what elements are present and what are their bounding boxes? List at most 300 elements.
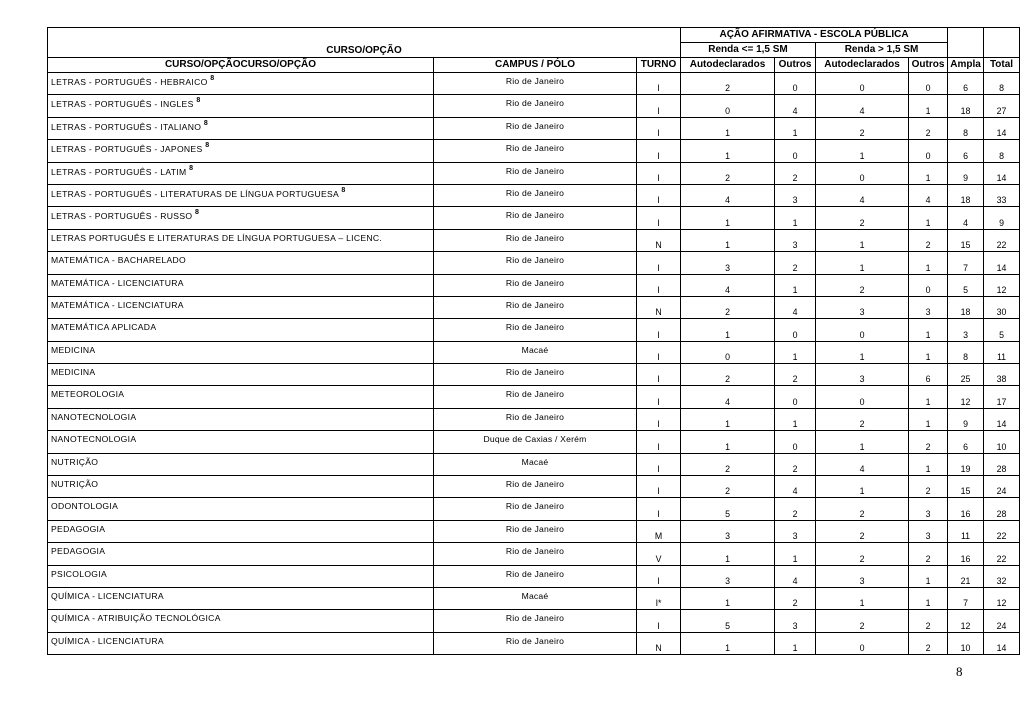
outros-1-cell: 2 — [775, 252, 816, 274]
ampla-cell: 7 — [948, 252, 984, 274]
campus-cell: Rio de Janeiro — [434, 498, 637, 520]
autodeclarados-2-cell: 1 — [816, 229, 909, 251]
table-row — [48, 610, 1020, 632]
autodeclarados-2-cell: 4 — [816, 184, 909, 206]
outros-1-cell: 2 — [775, 587, 816, 609]
total-cell: 11 — [984, 341, 1020, 363]
outros-2-cell: 0 — [909, 73, 948, 95]
col-autodeclarados-2-header: Autodeclarados — [816, 58, 909, 73]
outros-1-cell: 2 — [775, 453, 816, 475]
outros-1-cell: 0 — [775, 431, 816, 453]
autodeclarados-2-cell: 0 — [816, 632, 909, 654]
total-cell: 30 — [984, 296, 1020, 318]
curso-cell — [48, 252, 434, 274]
autodeclarados-1-cell: 2 — [681, 476, 775, 498]
autodeclarados-2-cell: 1 — [816, 252, 909, 274]
outros-2-cell: 2 — [909, 632, 948, 654]
turno-cell: I — [637, 498, 681, 520]
outros-2-cell: 3 — [909, 520, 948, 542]
curso-name: QUÍMICA - LICENCIATURA — [51, 590, 164, 601]
outros-1-cell: 1 — [775, 408, 816, 430]
turno-cell: V — [637, 543, 681, 565]
curso-name: MATEMÁTICA APLICADA — [51, 322, 157, 333]
autodeclarados-1-cell: 3 — [681, 252, 775, 274]
curso-cell — [48, 498, 434, 520]
autodeclarados-1-cell: 1 — [681, 632, 775, 654]
autodeclarados-1-cell: 0 — [681, 95, 775, 117]
campus-cell: Rio de Janeiro — [434, 364, 637, 386]
acao-afirmativa-header: AÇÃO AFIRMATIVA - ESCOLA PÚBLICA — [681, 28, 948, 43]
outros-1-cell: 2 — [775, 162, 816, 184]
autodeclarados-1-cell: 1 — [681, 543, 775, 565]
table-row — [48, 543, 1020, 565]
autodeclarados-1-cell: 2 — [681, 162, 775, 184]
campus-cell: Rio de Janeiro — [434, 386, 637, 408]
campus-cell: Macaé — [434, 341, 637, 363]
outros-1-cell: 1 — [775, 341, 816, 363]
curso-cell — [48, 453, 434, 475]
total-cell: 22 — [984, 543, 1020, 565]
outros-2-cell: 1 — [909, 341, 948, 363]
outros-2-cell: 1 — [909, 207, 948, 229]
autodeclarados-2-cell: 2 — [816, 610, 909, 632]
total-cell: 27 — [984, 95, 1020, 117]
curso-name: LETRAS - PORTUGUÊS - LATIM — [51, 166, 187, 177]
curso-cell — [48, 386, 434, 408]
col-turno-header: TURNO — [637, 58, 681, 73]
outros-2-cell: 1 — [909, 565, 948, 587]
ampla-cell: 5 — [948, 274, 984, 296]
outros-2-cell: 4 — [909, 184, 948, 206]
curso-name: PEDAGOGIA — [51, 523, 106, 534]
turno-cell: I — [637, 565, 681, 587]
table-row — [48, 632, 1020, 654]
campus-cell: Rio de Janeiro — [434, 140, 637, 162]
outros-1-cell: 0 — [775, 73, 816, 95]
total-cell: 14 — [984, 632, 1020, 654]
curso-cell — [48, 408, 434, 430]
curso-cell — [48, 229, 434, 251]
campus-cell: Rio de Janeiro — [434, 117, 637, 139]
autodeclarados-1-cell: 4 — [681, 184, 775, 206]
curso-cell — [48, 565, 434, 587]
campus-cell: Rio de Janeiro — [434, 274, 637, 296]
campus-cell: Rio de Janeiro — [434, 296, 637, 318]
turno-cell: I — [637, 95, 681, 117]
turno-cell: M — [637, 520, 681, 542]
ampla-cell: 18 — [948, 95, 984, 117]
campus-cell: Rio de Janeiro — [434, 95, 637, 117]
campus-cell: Rio de Janeiro — [434, 543, 637, 565]
autodeclarados-2-cell: 3 — [816, 296, 909, 318]
total-cell: 8 — [984, 73, 1020, 95]
curso-cell — [48, 543, 434, 565]
autodeclarados-2-cell: 4 — [816, 95, 909, 117]
table-row — [48, 207, 1020, 229]
ampla-cell: 9 — [948, 408, 984, 430]
campus-cell: Rio de Janeiro — [434, 252, 637, 274]
autodeclarados-2-cell: 4 — [816, 453, 909, 475]
outros-2-cell: 2 — [909, 476, 948, 498]
col-autodeclarados-1-header: Autodeclarados — [681, 58, 775, 73]
table-row — [48, 117, 1020, 139]
ampla-cell: 19 — [948, 453, 984, 475]
curso-name: MATEMÁTICA - BACHARELADO — [51, 255, 187, 266]
table-row — [48, 95, 1020, 117]
turno-cell: I — [637, 140, 681, 162]
table-row — [48, 520, 1020, 542]
turno-cell: I — [637, 184, 681, 206]
curso-name: QUÍMICA - LICENCIATURA — [51, 635, 164, 646]
curso-cell — [48, 587, 434, 609]
autodeclarados-1-cell: 1 — [681, 140, 775, 162]
curso-name: MATEMÁTICA - LICENCIATURA — [51, 277, 184, 288]
total-cell: 14 — [984, 252, 1020, 274]
campus-cell: Rio de Janeiro — [434, 319, 637, 341]
outros-1-cell: 2 — [775, 364, 816, 386]
footnote-marker: 8 — [189, 164, 194, 172]
campus-cell: Rio de Janeiro — [434, 565, 637, 587]
outros-1-cell: 0 — [775, 319, 816, 341]
curso-cell — [48, 140, 434, 162]
ampla-cell: 8 — [948, 341, 984, 363]
curso-cell — [48, 274, 434, 296]
table-row — [48, 587, 1020, 609]
turno-cell: I — [637, 162, 681, 184]
total-cell: 22 — [984, 520, 1020, 542]
curso-name: PEDAGOGIA — [51, 546, 106, 557]
outros-1-cell: 3 — [775, 610, 816, 632]
campus-cell: Macaé — [434, 453, 637, 475]
total-cell: 38 — [984, 364, 1020, 386]
turno-cell: I — [637, 274, 681, 296]
total-cell: 14 — [984, 408, 1020, 430]
table-header — [48, 28, 1020, 73]
campus-cell: Macaé — [434, 587, 637, 609]
outros-2-cell: 3 — [909, 498, 948, 520]
outros-2-cell: 2 — [909, 117, 948, 139]
curso-name: LETRAS PORTUGUÊS E LITERATURAS DE LÍNGUA PORTUGUESA – LICENC. — [51, 232, 383, 243]
autodeclarados-2-cell: 1 — [816, 476, 909, 498]
table-row — [48, 476, 1020, 498]
turno-cell: I — [637, 319, 681, 341]
curso-cell — [48, 476, 434, 498]
table-row — [48, 431, 1020, 453]
outros-2-cell: 2 — [909, 431, 948, 453]
autodeclarados-1-cell: 0 — [681, 341, 775, 363]
turno-cell: I — [637, 453, 681, 475]
footnote-marker: 8 — [203, 119, 209, 127]
curso-cell — [48, 296, 434, 318]
campus-cell: Rio de Janeiro — [434, 184, 637, 206]
turno-cell: I — [637, 341, 681, 363]
outros-2-cell: 6 — [909, 364, 948, 386]
ampla-cell: 15 — [948, 229, 984, 251]
autodeclarados-2-cell: 1 — [816, 587, 909, 609]
autodeclarados-1-cell: 2 — [681, 453, 775, 475]
turno-cell: N — [637, 632, 681, 654]
curso-name: LETRAS - PORTUGUÊS - HEBRAICO — [51, 76, 208, 87]
autodeclarados-2-cell: 2 — [816, 543, 909, 565]
campus-cell: Rio de Janeiro — [434, 520, 637, 542]
ampla-cell: 25 — [948, 364, 984, 386]
footnote-marker: 8 — [196, 97, 201, 105]
table-row — [48, 408, 1020, 430]
turno-cell: I — [637, 364, 681, 386]
col-total-header: Total — [984, 58, 1020, 73]
table-row — [48, 274, 1020, 296]
curso-cell — [48, 162, 434, 184]
autodeclarados-1-cell: 4 — [681, 386, 775, 408]
outros-2-cell: 0 — [909, 140, 948, 162]
curso-name: ODONTOLOGIA — [51, 501, 119, 512]
ampla-cell: 16 — [948, 543, 984, 565]
footnote-marker: 8 — [341, 186, 346, 194]
turno-cell: I — [637, 73, 681, 95]
table-row — [48, 364, 1020, 386]
campus-cell: Rio de Janeiro — [434, 632, 637, 654]
curso-name: PSICOLOGIA — [51, 568, 108, 579]
turno-cell: N — [637, 296, 681, 318]
total-cell: 12 — [984, 274, 1020, 296]
campus-cell: Rio de Janeiro — [434, 476, 637, 498]
vacancies-table — [47, 27, 1020, 655]
campus-cell: Rio de Janeiro — [434, 408, 637, 430]
col-outros-1-header: Outros — [775, 58, 816, 73]
total-spacer — [984, 28, 1020, 58]
total-cell: 22 — [984, 229, 1020, 251]
autodeclarados-2-cell: 2 — [816, 274, 909, 296]
total-cell: 28 — [984, 498, 1020, 520]
autodeclarados-2-cell: 3 — [816, 565, 909, 587]
table-row — [48, 252, 1020, 274]
table-row — [48, 386, 1020, 408]
ampla-spacer — [948, 28, 984, 58]
outros-1-cell: 0 — [775, 140, 816, 162]
curso-cell — [48, 341, 434, 363]
curso-name: NANOTECNOLOGIA — [51, 434, 137, 445]
table-row — [48, 565, 1020, 587]
turno-cell: I — [637, 431, 681, 453]
curso-name: LETRAS - PORTUGUÊS - LITERATURAS DE LÍNGUA PORTUGUESA — [51, 188, 339, 199]
turno-cell: I — [637, 207, 681, 229]
curso-name: LETRAS - PORTUGUÊS - RUSSO — [51, 211, 193, 222]
outros-2-cell: 1 — [909, 386, 948, 408]
outros-2-cell: 2 — [909, 229, 948, 251]
ampla-cell: 12 — [948, 386, 984, 408]
total-cell: 12 — [984, 587, 1020, 609]
autodeclarados-1-cell: 1 — [681, 587, 775, 609]
curso-cell — [48, 95, 434, 117]
autodeclarados-1-cell: 2 — [681, 364, 775, 386]
ampla-cell: 18 — [948, 296, 984, 318]
curso-cell — [48, 207, 434, 229]
curso-cell — [48, 610, 434, 632]
total-cell: 14 — [984, 117, 1020, 139]
autodeclarados-2-cell: 1 — [816, 140, 909, 162]
outros-1-cell: 1 — [775, 632, 816, 654]
curso-cell — [48, 184, 434, 206]
turno-cell: I — [637, 476, 681, 498]
autodeclarados-1-cell: 2 — [681, 73, 775, 95]
campus-cell: Rio de Janeiro — [434, 610, 637, 632]
autodeclarados-2-cell: 0 — [816, 73, 909, 95]
total-cell: 28 — [984, 453, 1020, 475]
ampla-cell: 21 — [948, 565, 984, 587]
total-cell: 9 — [984, 207, 1020, 229]
curso-cell — [48, 364, 434, 386]
autodeclarados-1-cell: 3 — [681, 565, 775, 587]
curso-name: NUTRIÇÃO — [51, 456, 99, 467]
col-outros-2-header: Outros — [909, 58, 948, 73]
autodeclarados-1-cell: 2 — [681, 296, 775, 318]
autodeclarados-1-cell: 1 — [681, 319, 775, 341]
col-curso-header: CURSO/OPÇÃOCURSO/OPÇÃO — [48, 58, 434, 73]
ampla-cell: 7 — [948, 587, 984, 609]
curso-cell — [48, 319, 434, 341]
outros-1-cell: 3 — [775, 520, 816, 542]
curso-cell — [48, 73, 434, 95]
page-number: 8 — [956, 664, 963, 679]
curso-name: MATEMÁTICA - LICENCIATURA — [51, 299, 184, 310]
autodeclarados-2-cell: 1 — [816, 341, 909, 363]
ampla-cell: 11 — [948, 520, 984, 542]
ampla-cell: 10 — [948, 632, 984, 654]
ampla-cell: 6 — [948, 73, 984, 95]
table-row — [48, 184, 1020, 206]
autodeclarados-2-cell: 0 — [816, 386, 909, 408]
turno-cell: I — [637, 610, 681, 632]
curso-name: NANOTECNOLOGIA — [51, 411, 137, 422]
curso-name: QUÍMICA - ATRIBUIÇÃO TECNOLÓGICA — [51, 613, 221, 624]
outros-1-cell: 1 — [775, 117, 816, 139]
curso-name: METEOROLOGIA — [51, 389, 125, 400]
col-campus-header: CAMPUS / PÓLO — [434, 58, 637, 73]
campus-cell: Rio de Janeiro — [434, 207, 637, 229]
outros-2-cell: 1 — [909, 587, 948, 609]
total-cell: 14 — [984, 162, 1020, 184]
outros-2-cell: 1 — [909, 319, 948, 341]
ampla-cell: 3 — [948, 319, 984, 341]
campus-cell: Duque de Caxias / Xerém — [434, 431, 637, 453]
total-cell: 24 — [984, 610, 1020, 632]
curso-cell — [48, 117, 434, 139]
ampla-cell: 8 — [948, 117, 984, 139]
outros-1-cell: 0 — [775, 386, 816, 408]
table-row — [48, 319, 1020, 341]
outros-2-cell: 1 — [909, 162, 948, 184]
vacancies-table-container — [47, 27, 1014, 655]
turno-cell: I* — [637, 587, 681, 609]
outros-2-cell: 2 — [909, 610, 948, 632]
curso-name: LETRAS - PORTUGUÊS - JAPONES — [51, 144, 203, 155]
ampla-cell: 6 — [948, 431, 984, 453]
autodeclarados-1-cell: 5 — [681, 610, 775, 632]
autodeclarados-2-cell: 1 — [816, 431, 909, 453]
table-row — [48, 229, 1020, 251]
curso-name: MEDICINA — [51, 367, 96, 378]
turno-cell: I — [637, 117, 681, 139]
outros-2-cell: 1 — [909, 252, 948, 274]
total-cell: 10 — [984, 431, 1020, 453]
table-row — [48, 162, 1020, 184]
footnote-marker: 8 — [205, 142, 210, 150]
ampla-cell: 9 — [948, 162, 984, 184]
autodeclarados-1-cell: 4 — [681, 274, 775, 296]
autodeclarados-2-cell: 2 — [816, 520, 909, 542]
table-row — [48, 296, 1020, 318]
autodeclarados-1-cell: 1 — [681, 229, 775, 251]
outros-1-cell: 1 — [775, 207, 816, 229]
outros-1-cell: 4 — [775, 95, 816, 117]
curso-name: NUTRIÇÃO — [51, 479, 99, 490]
autodeclarados-2-cell: 2 — [816, 207, 909, 229]
outros-1-cell: 2 — [775, 498, 816, 520]
ampla-cell: 18 — [948, 184, 984, 206]
curso-name: LETRAS - PORTUGUÊS - INGLES — [51, 99, 194, 110]
footnote-marker: 8 — [195, 209, 200, 217]
turno-cell: I — [637, 252, 681, 274]
ampla-cell: 6 — [948, 140, 984, 162]
table-row — [48, 341, 1020, 363]
outros-2-cell: 2 — [909, 543, 948, 565]
total-cell: 33 — [984, 184, 1020, 206]
outros-1-cell: 1 — [775, 274, 816, 296]
outros-2-cell: 1 — [909, 408, 948, 430]
autodeclarados-2-cell: 0 — [816, 319, 909, 341]
autodeclarados-1-cell: 1 — [681, 117, 775, 139]
ampla-cell: 4 — [948, 207, 984, 229]
autodeclarados-1-cell: 1 — [681, 431, 775, 453]
autodeclarados-1-cell: 3 — [681, 520, 775, 542]
curso-opcao-group-header: CURSO/OPÇÃO — [48, 28, 681, 58]
autodeclarados-1-cell: 1 — [681, 408, 775, 430]
curso-cell — [48, 520, 434, 542]
outros-1-cell: 4 — [775, 476, 816, 498]
ampla-cell: 12 — [948, 610, 984, 632]
ampla-cell: 16 — [948, 498, 984, 520]
outros-1-cell: 3 — [775, 229, 816, 251]
autodeclarados-2-cell: 0 — [816, 162, 909, 184]
campus-cell: Rio de Janeiro — [434, 73, 637, 95]
table-row — [48, 73, 1020, 95]
autodeclarados-1-cell: 1 — [681, 207, 775, 229]
autodeclarados-2-cell: 2 — [816, 117, 909, 139]
renda-baixa-header: Renda <= 1,5 SM — [681, 43, 816, 58]
table-row — [48, 140, 1020, 162]
turno-cell: N — [637, 229, 681, 251]
autodeclarados-2-cell: 3 — [816, 364, 909, 386]
turno-cell: I — [637, 408, 681, 430]
turno-cell: I — [637, 386, 681, 408]
curso-cell — [48, 632, 434, 654]
footnote-marker: 8 — [210, 75, 215, 82]
total-cell: 32 — [984, 565, 1020, 587]
outros-1-cell: 1 — [775, 543, 816, 565]
autodeclarados-2-cell: 2 — [816, 408, 909, 430]
table-body — [48, 73, 1020, 655]
campus-cell: Rio de Janeiro — [434, 229, 637, 251]
renda-alta-header: Renda > 1,5 SM — [816, 43, 948, 58]
total-cell: 5 — [984, 319, 1020, 341]
ampla-cell: 15 — [948, 476, 984, 498]
total-cell: 17 — [984, 386, 1020, 408]
curso-name: MEDICINA — [51, 344, 96, 355]
total-cell: 24 — [984, 476, 1020, 498]
curso-name: LETRAS - PORTUGUÊS - ITALIANO — [51, 121, 202, 132]
outros-2-cell: 3 — [909, 296, 948, 318]
autodeclarados-2-cell: 2 — [816, 498, 909, 520]
